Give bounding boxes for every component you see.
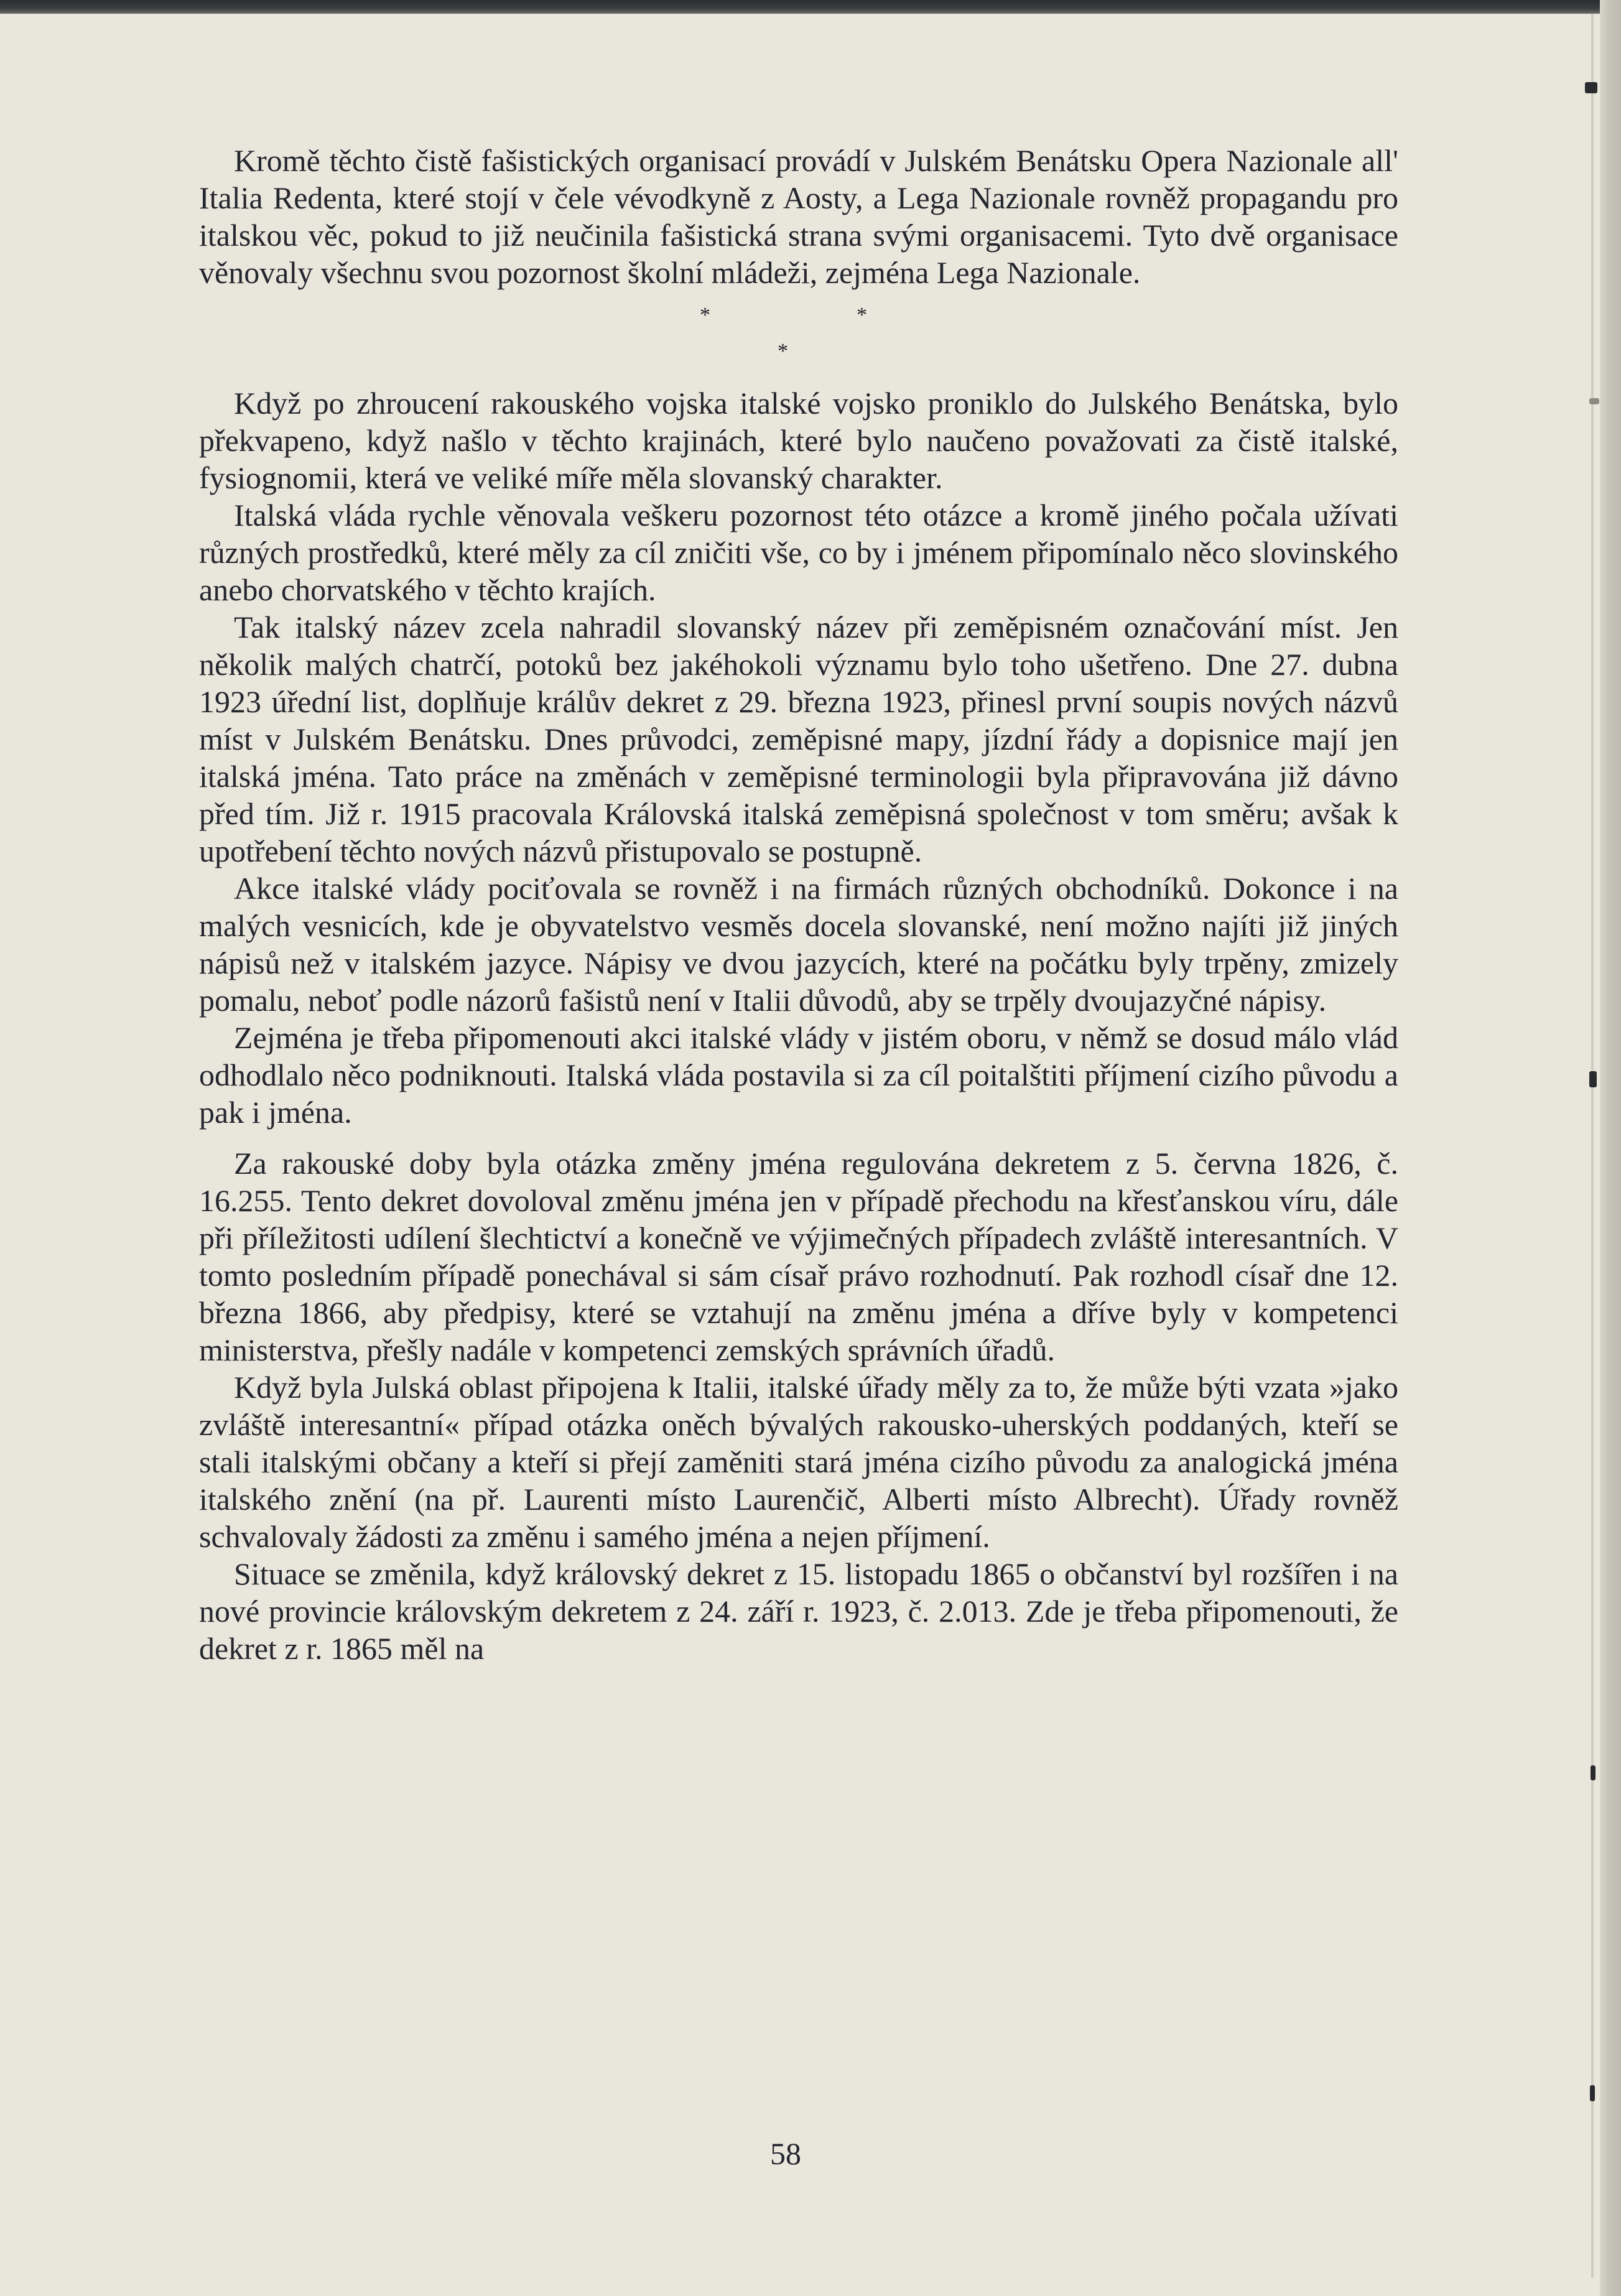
paragraph-7: Za rakouské doby byla otázka změny jména regulována dekretem z 5. června 1826, č. 16.255. Tento dekret dovoloval změnu jména jen v případě přechodu na křesťanskou víru, dále při příležitosti udílení šlechtictví a konečně ve výjimečných případech zvláště interesantních. V tomto posledním případě ponechával si sám císař právo rozhodnutí. Pak rozhodl císař dne 12. března 1866, aby předpisy, které se vztahují na změnu jména a dříve byly v kompetenci ministerstva, přešly nadále v kompetenci zemských správních úřadů. xyxy=(199,1146,1398,1367)
paragraph-4: Tak italský název zcela nahradil slovanský název při zeměpisném označování míst. Jen několik malých chatrčí, potoků bez jakéhokoli významu bylo toho ušetřeno. Dne 27. dubna 1923 úřední list, doplňuje králův dekret z 29. března 1923, přinesl první soupis nových názvů míst v Julském Benátsku. Dnes průvodci, zeměpisné mapy, jízdní řády a dopisnice mají jen italská jména. Tato práce na změnách v zeměpisné terminologii byla připravována již dávno před tím. Již r. 1915 pracovala Královská italská zeměpisná společnost v tom směru; avšak k upotřebení těchto nových názvů přistupovalo se postupně. xyxy=(199,610,1398,868)
paragraph-2: Když po zhroucení rakouského vojska italské vojsko proniklo do Julského Benátska, bylo překvapeno, když našlo v těchto krajinách, které bylo naučeno považovati za čistě italské, fysiognomii, která ve veliké míře měla slovanský charakter. xyxy=(199,386,1398,495)
paragraph-9: Situace se změnila, když královský dekret z 15. listopadu 1865 o občanství byl rozšířen i na nové provincie královským dekretem z 24. září r. 1923, č. 2.013. Zde je třeba připomenouti, že dekret z r. 1865 měl na xyxy=(199,1556,1398,1666)
paragraph-8: Když byla Julská oblast připojena k Italii, italské úřady měly za to, že může býti vzata »jako zvláště interesantní« případ otázka oněch bývalých rakousko-uherských poddaných, kteří se stali italskými občany a kteří si přejí zaměniti stará jména cizího původu za analogická jména italského znění (na př. Laurenti místo Laurenčič, Alberti místo Albrecht). Úřady rovněž schvalovaly žádosti za změnu i samého jména a nejen příjmení. xyxy=(199,1370,1398,1554)
margin-mark xyxy=(1585,82,1597,93)
page-number: 58 xyxy=(770,2136,801,2171)
separator-star: * xyxy=(778,340,788,363)
margin-mark xyxy=(1590,2085,1595,2101)
margin-mark xyxy=(1591,1765,1595,1780)
margin-mark xyxy=(1589,398,1599,404)
scan-top-edge xyxy=(0,0,1621,14)
margin-mark xyxy=(1589,1071,1597,1087)
scan-right-edge xyxy=(1600,0,1621,2296)
paragraph-6: Zejména je třeba připomenouti akci italské vlády v jistém oboru, v němž se dosud málo vlád odhodlalo něco podniknouti. Italská vláda postavila si za cíl poitalštiti příjmení cizího původu a pak i jména. xyxy=(199,1020,1398,1130)
page-body xyxy=(199,142,1398,1667)
separator-star: * xyxy=(700,304,710,327)
paragraph-5: Akce italské vlády pociťovala se rovněž i na firmách různých obchodníků. Dokonce i na malých vesnicích, kde je obyvatelstvo vesměs docela slovanské, není možno najíti již jiných nápisů než v italském jazyce. Nápisy ve dvou jazycích, které na počátku byly trpěny, zmizely pomalu, neboť podle názorů fašistů není v Italii důvodů, aby se trpěly dvoujazyčné nápisy. xyxy=(199,871,1398,1018)
separator-star: * xyxy=(857,304,867,327)
paragraph-3: Italská vláda rychle věnovala veškeru pozornost této otázce a kromě jiného počala užívati různých prostředků, které měly za cíl zničiti vše, co by i jménem připomínalo něco slovinského anebo chorvatského v těchto krajích. xyxy=(199,498,1398,607)
scan-margin-rule xyxy=(1591,14,1594,2278)
paragraph-1: Kromě těchto čistě fašistických organisací provádí v Julském Benátsku Opera Nazionale all' Italia Redenta, které stojí v čele vévodkyně z Aosty, a Lega Nazionale rovněž propagandu pro italskou věc, pokud to již neučinila fašistická strana svými organisacemi. Tyto dvě organisace věnovaly všechnu svou pozornost školní mládeži, zejména Lega Nazionale. xyxy=(199,143,1398,290)
section-separator xyxy=(199,291,1398,384)
